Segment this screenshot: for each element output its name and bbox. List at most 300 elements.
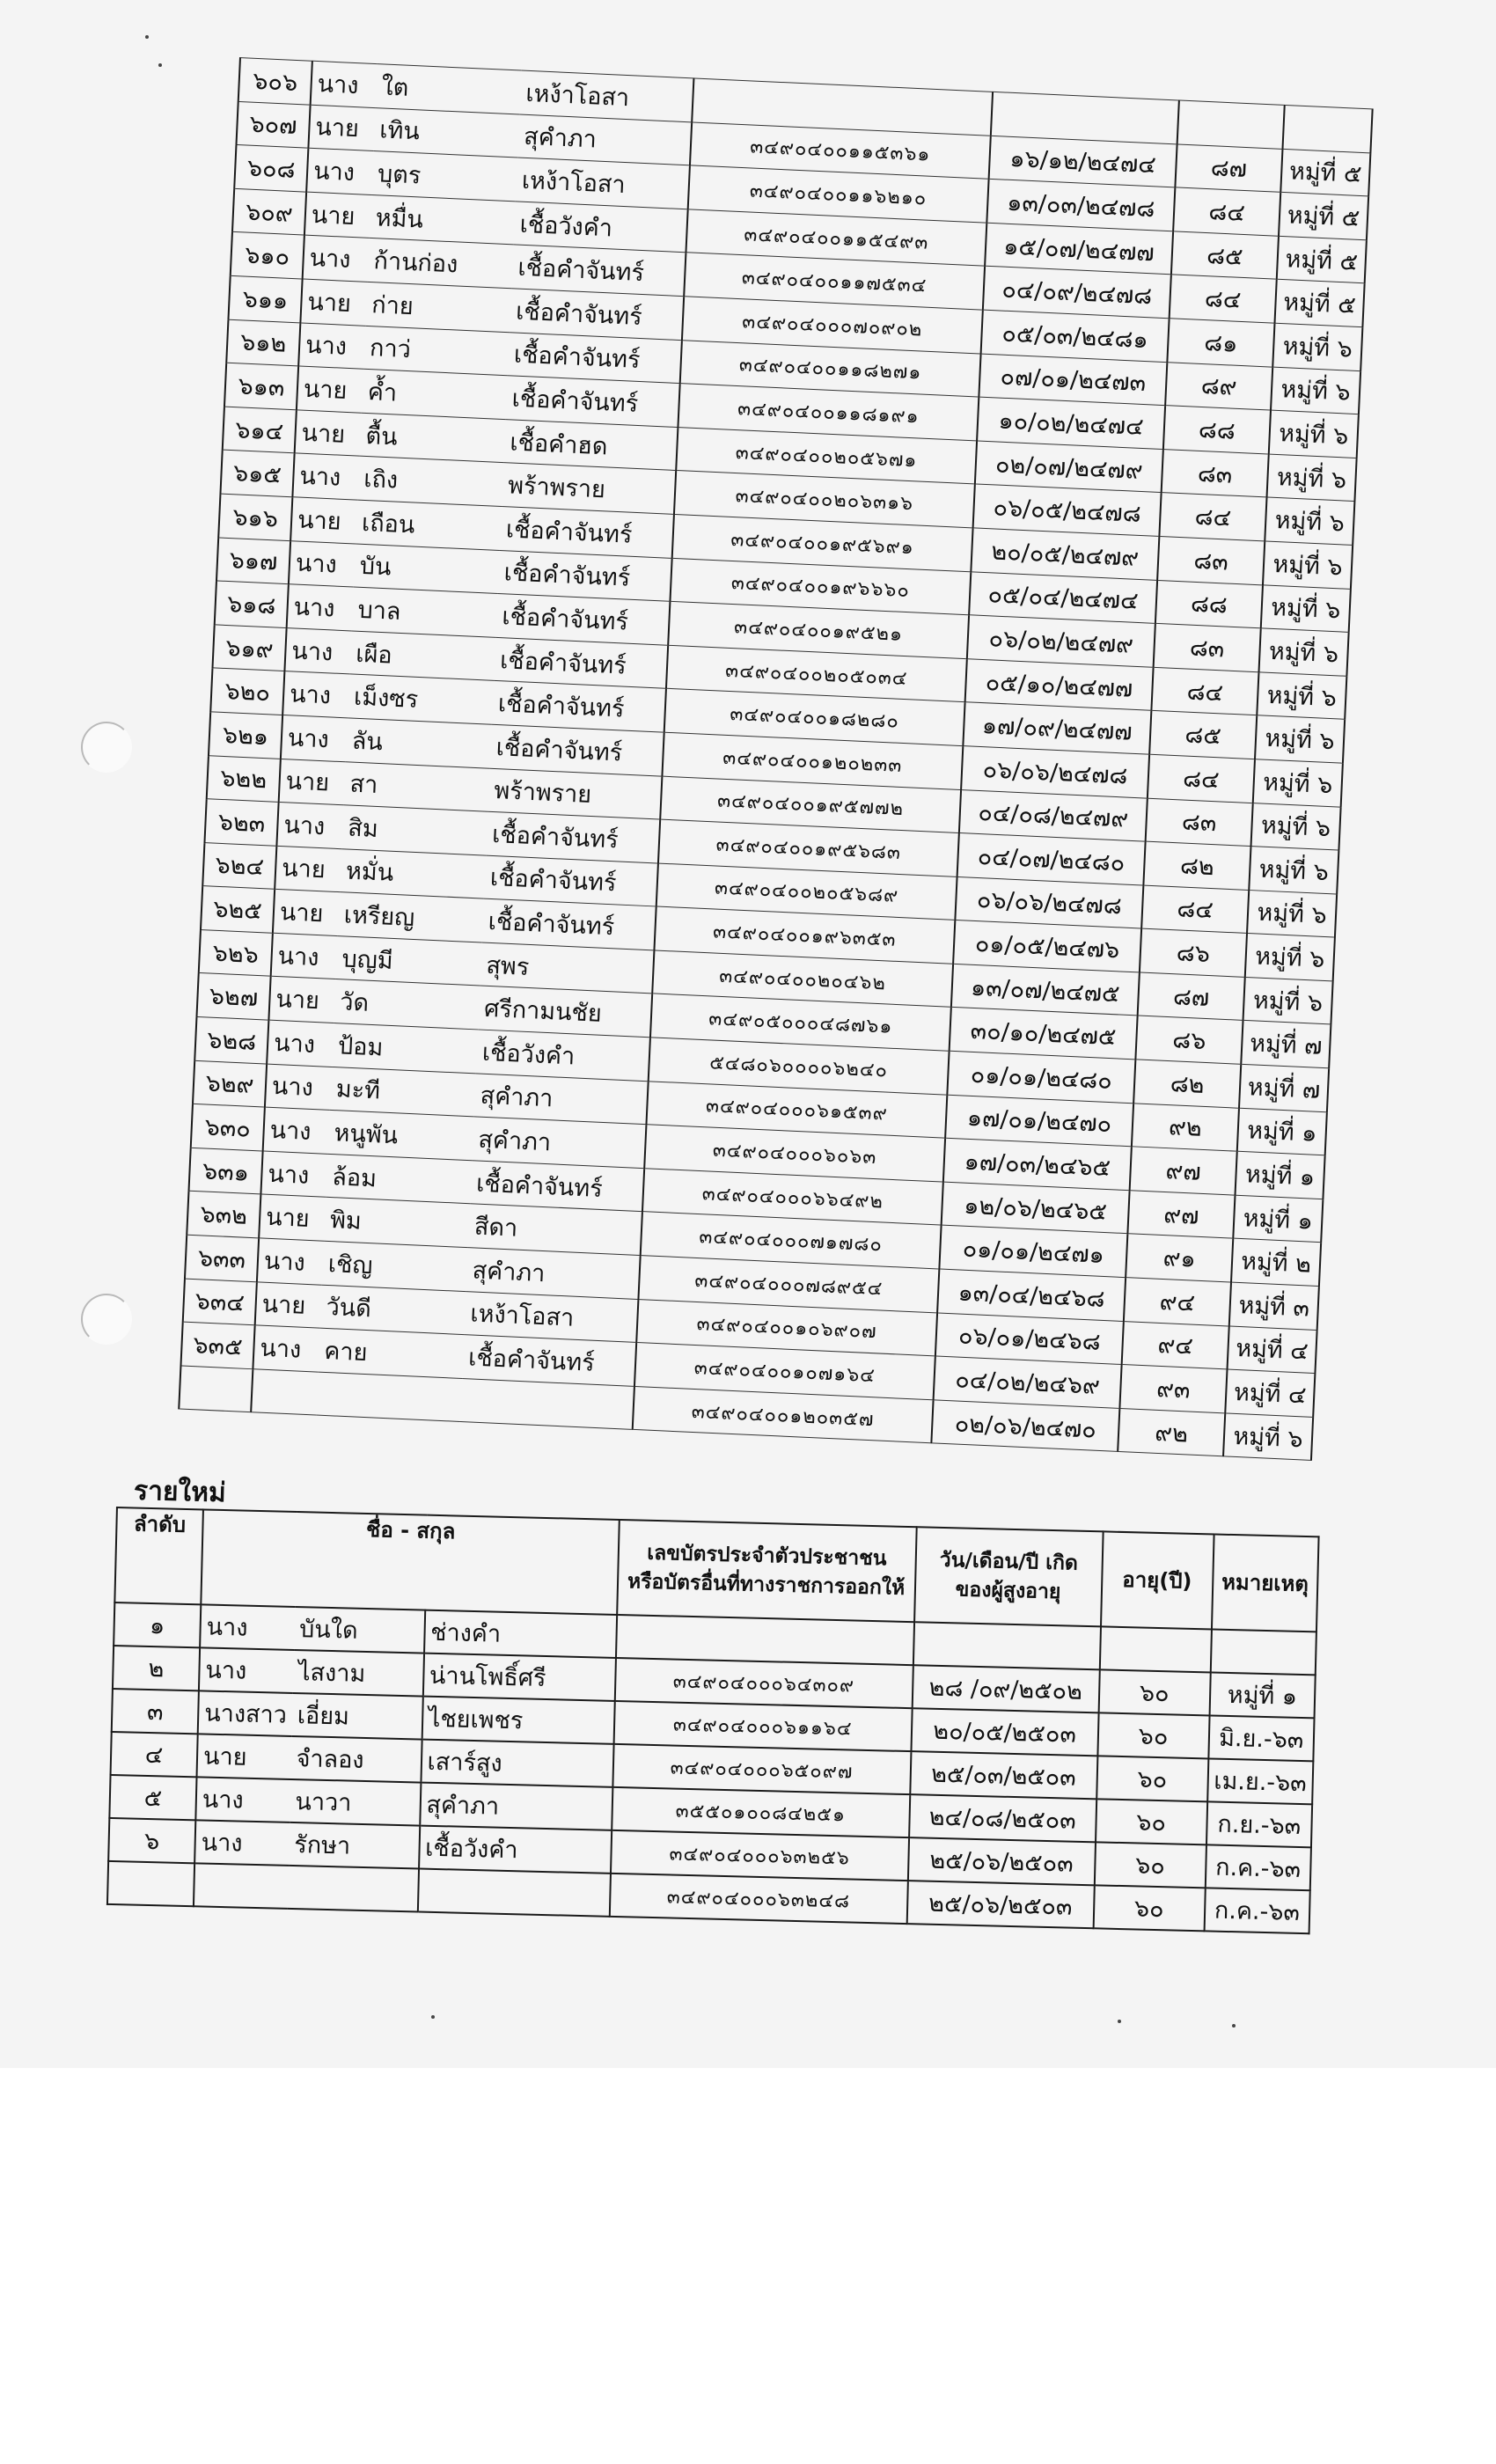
- age-cell: ๘๘: [1155, 580, 1263, 628]
- header-dob: [914, 1527, 1104, 1626]
- id-number-cell: ๓๔๙๐๔๐๐๐๗๑๗๘๐: [641, 1212, 942, 1269]
- birth-date-cell: ๐๖/๐๑/๒๔๖๘: [935, 1313, 1124, 1365]
- birth-date-cell: ๒๕/๐๓/๒๕๐๓: [910, 1751, 1097, 1799]
- elderly-list-table: [178, 57, 1373, 1461]
- last-name-cell: เชื้อคำจันทร์: [498, 550, 672, 601]
- birth-date-cell: ๑๗/๐๑/๒๔๗๐: [945, 1095, 1133, 1147]
- age-cell: ๘๗: [1138, 972, 1245, 1021]
- first-name-cell: หมื่น: [370, 194, 516, 245]
- note-cell: หมู่ที่ ๖: [1263, 541, 1353, 589]
- last-name-cell: เชื้อคำจันทร์: [510, 289, 684, 340]
- age-cell: ๖๐: [1093, 1885, 1205, 1931]
- no-cell: [179, 1366, 253, 1412]
- id-number-cell: ๓๔๙๐๔๐๐๑๐๗๑๖๔: [634, 1343, 935, 1400]
- last-name-cell: เชื้อคำจันทร์: [470, 1161, 644, 1212]
- id-number-cell: ๓๕๕๐๑๐๐๘๔๒๕๑: [612, 1787, 910, 1837]
- first-name-cell: กาว่: [363, 326, 510, 376]
- no-cell: ๖๒๖: [199, 929, 273, 976]
- birth-date-cell: ๒๕/๐๖/๒๕๐๓: [906, 1881, 1094, 1928]
- prefix-cell: นาง: [195, 1777, 290, 1822]
- prefix-cell: นาง: [311, 61, 378, 107]
- birth-date-cell: ๒๔/๐๘/๒๕๐๓: [909, 1794, 1096, 1842]
- id-number-cell: ๓๔๙๐๔๐๐๒๐๕๖๘๙: [656, 863, 957, 920]
- first-name-cell: สา: [344, 761, 490, 811]
- prefix-cell: นาง: [289, 540, 356, 587]
- no-cell: ๖๒๔: [202, 842, 276, 889]
- first-name-cell: จำลอง: [290, 1736, 422, 1783]
- first-name-cell: บาล: [352, 587, 498, 637]
- first-name-cell: ลัน: [346, 718, 492, 768]
- note-cell: ก.ค.-๖๓: [1205, 1844, 1311, 1890]
- note-cell: มิ.ย.-๖๓: [1208, 1715, 1315, 1761]
- header-id-line1: เลขบัตรประจำตัวประชาชน: [647, 1541, 887, 1571]
- last-name-cell: เชื้อคำจันทร์: [511, 245, 686, 296]
- note-cell: หมู่ที่ ๖: [1269, 410, 1359, 458]
- new-elderly-body: [107, 1602, 1316, 1933]
- no-cell: ๖๐๗: [236, 101, 310, 148]
- last-name-cell: เชื้อคำจันทร์: [500, 506, 674, 557]
- header-dob-line2: ของผู้สูงอายุ: [955, 1578, 1061, 1604]
- age-cell: ๙๑: [1126, 1234, 1233, 1282]
- prefix-cell: นาง: [292, 453, 359, 500]
- note-cell: หมู่ที่ ๖: [1257, 671, 1346, 719]
- first-name-cell: หมั่น: [340, 848, 486, 898]
- age-cell: ๖๐: [1096, 1799, 1207, 1844]
- birth-date-cell: ๐๖/๐๖/๒๔๗๘: [955, 876, 1143, 928]
- prefix-cell: นาง: [194, 1820, 290, 1866]
- prefix-cell: นาง: [298, 323, 365, 370]
- age-cell: ๙๒: [1132, 1103, 1239, 1151]
- birth-date-cell: ๐๔/๐๗/๒๔๘๐: [957, 833, 1146, 885]
- prefix-cell: นางสาว: [198, 1690, 293, 1736]
- prefix-cell: นาง: [281, 715, 348, 761]
- no-cell: ๔: [111, 1732, 198, 1777]
- age-cell: ๘๕: [1149, 711, 1257, 759]
- birth-date-cell: ๒๐/๐๕/๒๕๐๓: [911, 1708, 1098, 1756]
- last-name-cell: [417, 1869, 610, 1917]
- no-cell: ๖๑๕: [220, 450, 294, 496]
- no-cell: ๖๒๐: [210, 668, 284, 715]
- no-cell: ๖๒๙: [193, 1060, 267, 1107]
- no-cell: ๖๒๒: [207, 755, 281, 802]
- id-number-cell: ๓๔๙๐๕๐๐๐๔๘๗๖๑: [650, 994, 951, 1051]
- birth-date-cell: ๒๘ /๐๙/๒๕๐๒: [912, 1665, 1099, 1712]
- note-cell: [1210, 1629, 1316, 1675]
- prefix-cell: นาย: [255, 1281, 322, 1328]
- birth-date-cell: ๐๔/๐๒/๒๔๖๙: [934, 1356, 1122, 1408]
- first-name-cell: ใต: [376, 64, 522, 114]
- new-elderly-table: [106, 1507, 1320, 1934]
- no-cell: ๖๓๔: [183, 1279, 257, 1325]
- note-cell: หมู่ที่ ๑: [1233, 1195, 1323, 1243]
- birth-date-cell: ๐๕/๐๓/๒๔๘๑: [981, 310, 1170, 362]
- note-cell: หมู่ที่ ๖: [1247, 890, 1337, 937]
- id-number-cell: ๓๔๙๐๔๐๐๑๙๖๖๖๐: [670, 558, 971, 615]
- last-name-cell: เชื้อวังคำ: [514, 202, 688, 253]
- no-cell: ๖๒๗: [196, 973, 270, 1020]
- last-name-cell: เชื้อคำจันทร์: [490, 724, 664, 775]
- id-number-cell: ๓๔๙๐๔๐๐๐๖๑๕๓๙: [646, 1081, 947, 1138]
- age-cell: ๘๓: [1157, 536, 1265, 584]
- scan-speck: [158, 63, 162, 67]
- id-number-cell: ๓๔๙๐๔๐๐๑๐๖๙๐๗: [636, 1299, 937, 1356]
- note-cell: หมู่ที่ ๕: [1279, 193, 1368, 240]
- birth-date-cell: ๑๐/๐๒/๒๔๗๔: [977, 397, 1165, 449]
- no-cell: ๕: [109, 1775, 196, 1820]
- first-name-cell: บุตร: [371, 151, 517, 202]
- first-name-cell: นาวา: [290, 1779, 421, 1826]
- note-cell: หมู่ที่ ๗: [1241, 1021, 1331, 1068]
- note-cell: เม.ย.-๖๓: [1207, 1758, 1314, 1804]
- last-name-cell: ไชยเพชร: [422, 1697, 614, 1744]
- note-cell: หมู่ที่ ๖: [1253, 759, 1343, 807]
- age-cell: ๘๒: [1143, 841, 1250, 890]
- first-name-cell: เม็งซร: [348, 674, 494, 724]
- prefix-cell: นาง: [306, 148, 373, 194]
- note-cell: หมู่ที่ ๔: [1225, 1369, 1315, 1417]
- birth-date-cell: ๒๕/๐๖/๒๕๐๓: [907, 1837, 1095, 1885]
- first-name-cell: เถิง: [357, 457, 503, 507]
- note-cell: หมู่ที่ ๖: [1251, 803, 1341, 850]
- first-name-cell: บันใด: [294, 1607, 425, 1654]
- age-cell: ๘๓: [1162, 449, 1269, 497]
- birth-date-cell: ๑๕/๐๗/๒๔๗๗: [985, 223, 1173, 275]
- age-cell: ๙๔: [1124, 1278, 1231, 1326]
- last-name-cell: สุพร: [480, 942, 654, 994]
- last-name-cell: เชื้อคำจันทร์: [486, 811, 660, 862]
- last-name-cell: เชื้อคำฮด: [503, 419, 678, 470]
- last-name-cell: เชื้อคำจันทร์: [492, 681, 666, 732]
- no-cell: ๖๒๕: [201, 886, 275, 933]
- age-cell: ๖๐: [1096, 1756, 1208, 1801]
- no-cell: [107, 1861, 194, 1906]
- id-number-cell: ๓๔๙๐๔๐๐๑๒๐๒๓๓: [662, 732, 963, 789]
- id-number-cell: ๓๔๙๐๔๐๐๐๖๔๓๐๙: [614, 1658, 913, 1708]
- note-cell: หมู่ที่ ๕: [1277, 236, 1367, 283]
- id-number-cell: ๓๔๙๐๔๐๐๒๐๔๖๒: [652, 950, 953, 1008]
- age-cell: ๖๐: [1098, 1669, 1210, 1715]
- no-cell: ๖๑๓: [224, 363, 298, 409]
- no-cell: ๖๐๘: [234, 145, 308, 192]
- last-name-cell: เชื้อคำจันทร์: [484, 855, 658, 906]
- id-number-cell: [616, 1615, 914, 1665]
- no-cell: ๖๑๖: [218, 494, 292, 540]
- no-cell: ๖๑๑: [228, 275, 302, 322]
- note-cell: [1283, 105, 1373, 152]
- birth-date-cell: ๐๒/๐๖/๒๔๗๐: [931, 1400, 1119, 1452]
- id-number-cell: ๓๔๙๐๔๐๐๐๖๑๑๖๔: [613, 1701, 912, 1751]
- note-cell: หมู่ที่ ๔: [1228, 1326, 1317, 1374]
- id-number-cell: ๓๔๙๐๔๐๐๑๘๒๘๐: [664, 689, 965, 746]
- last-name-cell: เหง้าโอสา: [516, 158, 690, 209]
- last-name-cell: เชื้อคำจันทร์: [494, 637, 668, 688]
- no-cell: ๖๒๑: [209, 712, 282, 759]
- id-number-cell: ๓๔๙๐๔๐๐๐๖๕๐๙๗: [612, 1744, 911, 1794]
- age-cell: ๖๐: [1097, 1712, 1209, 1758]
- last-name-cell: ช่างคำ: [424, 1610, 617, 1658]
- prefix-cell: นาย: [300, 279, 367, 326]
- last-name-cell: ศรีกามนชัย: [478, 986, 652, 1037]
- prefix-cell: นาง: [282, 671, 349, 718]
- last-name-cell: สุคำภา: [466, 1248, 641, 1299]
- note-cell: ก.ย.-๖๓: [1206, 1801, 1313, 1847]
- birth-date-cell: ๑๓/๐๓/๒๔๗๘: [986, 179, 1175, 231]
- birth-date-cell: ๐๑/๐๑/๒๔๗๑: [939, 1225, 1127, 1277]
- prefix-cell: นาย: [273, 890, 340, 936]
- birth-date-cell: ๐๔/๐๙/๒๔๗๘: [983, 267, 1171, 319]
- no-cell: ๖๑๘: [215, 581, 289, 627]
- no-cell: ๖๓๒: [187, 1192, 260, 1238]
- first-name-cell: บุญมี: [336, 935, 482, 986]
- header-id-line2: หรือบัตรอื่นที่ทางราชการออกให้: [627, 1570, 906, 1600]
- punch-hole: [81, 722, 132, 773]
- id-number-cell: ๓๔๙๐๔๐๐๑๒๐๓๕๗: [633, 1386, 934, 1443]
- first-name-cell: สิม: [341, 805, 488, 855]
- no-cell: ๖๑๔: [223, 407, 297, 453]
- age-cell: ๖๐: [1094, 1842, 1206, 1888]
- last-name-cell: [460, 1378, 634, 1429]
- birth-date-cell: ๐๖/๐๕/๒๔๗๘: [973, 484, 1162, 536]
- prefix-cell: นาย: [279, 759, 346, 805]
- id-number-cell: ๓๔๙๐๔๐๐๐๖๓๒๔๘: [609, 1874, 907, 1924]
- note-cell: หมู่ที่ ๖: [1267, 454, 1357, 502]
- prefix-cell: นาง: [253, 1325, 319, 1372]
- prefix-cell: นาย: [290, 497, 357, 544]
- note-cell: หมู่ที่ ๖: [1261, 584, 1351, 632]
- no-cell: ๖๑๒: [226, 319, 300, 366]
- prefix-cell: นาง: [271, 933, 338, 979]
- prefix-cell: นาง: [199, 1647, 294, 1693]
- age-cell: ๙๓: [1119, 1365, 1227, 1413]
- last-name-cell: สุคำภา: [472, 1117, 646, 1168]
- note-cell: ก.ค.-๖๓: [1204, 1888, 1310, 1933]
- age-cell: ๙๒: [1118, 1408, 1225, 1456]
- last-name-cell: เชื้อคำจันทร์: [462, 1335, 636, 1386]
- note-cell: หมู่ที่ ๖: [1265, 497, 1354, 545]
- id-number-cell: ๓๔๙๐๔๐๐๐๖๖๔๙๒: [642, 1169, 943, 1226]
- last-name-cell: พร้าพราย: [488, 768, 662, 819]
- id-number-cell: ๓๔๙๐๔๐๐๐๗๘๙๕๔: [638, 1256, 939, 1313]
- age-cell: ๘๓: [1154, 624, 1261, 672]
- first-name-cell: ค้ำ: [362, 369, 508, 419]
- last-name-cell: สีดา: [468, 1204, 642, 1255]
- last-name-cell: เชื้อวังคำ: [476, 1030, 650, 1081]
- id-number-cell: ๓๔๙๐๔๐๐๑๑๕๔๙๓: [686, 209, 986, 267]
- last-name-cell: เชื้อคำจันทร์: [495, 594, 670, 645]
- id-number-cell: ๓๔๙๐๔๐๐๑๑๖๒๑๐: [688, 165, 989, 223]
- age-cell: ๙๗: [1130, 1147, 1237, 1195]
- age-cell: ๘๖: [1135, 1016, 1243, 1064]
- first-name-cell: [316, 1372, 462, 1422]
- first-name-cell: คาย: [318, 1328, 464, 1378]
- id-number-cell: ๕๔๘๐๖๐๐๐๐๖๒๔๐: [649, 1038, 950, 1095]
- header-name: ชื่อ - สกุล: [201, 1509, 619, 1615]
- age-cell: ๘๕: [1171, 231, 1279, 280]
- first-name-cell: ไสงาม: [292, 1650, 423, 1697]
- first-name-cell: [288, 1866, 419, 1912]
- last-name-cell: พร้าพราย: [502, 463, 676, 514]
- first-name-cell: ตื้น: [360, 413, 506, 463]
- prefix-cell: นาง: [263, 1107, 330, 1154]
- no-cell: ๖๑๙: [212, 625, 286, 671]
- no-cell: ๓: [112, 1689, 199, 1734]
- id-number-cell: ๓๔๙๐๔๐๐๑๙๕๒๑: [668, 601, 969, 658]
- age-cell: ๙๗: [1127, 1191, 1235, 1239]
- prefix-cell: นาง: [303, 235, 370, 282]
- scan-speck: [1118, 2020, 1121, 2023]
- scan-speck: [431, 2015, 435, 2019]
- first-name-cell: เอี่ยม: [291, 1693, 422, 1740]
- no-cell: ๖๓๑: [188, 1148, 262, 1194]
- first-name-cell: วันดี: [320, 1285, 466, 1335]
- id-number-cell: ๓๔๙๐๔๐๐๑๑๕๓๖๑: [690, 121, 991, 179]
- note-cell: หมู่ที่ ๗: [1239, 1064, 1329, 1111]
- first-name-cell: ก้านก่อง: [368, 238, 514, 289]
- no-cell: ๖๒๓: [204, 799, 278, 846]
- last-name-cell: น่านโพธิ์ศรี: [422, 1654, 615, 1701]
- birth-date-cell: ๐๔/๐๘/๒๔๗๙: [959, 789, 1148, 841]
- elderly-list-body: [179, 58, 1372, 1461]
- age-cell: [1099, 1626, 1211, 1672]
- prefix-cell: นาย: [275, 846, 341, 892]
- no-cell: ๖๓๐: [191, 1104, 265, 1151]
- age-cell: ๙๔: [1122, 1321, 1229, 1369]
- no-cell: ๖๐๙: [232, 188, 306, 235]
- prefix-cell: นาย: [304, 192, 371, 238]
- last-name-cell: เชื้อคำจันทร์: [506, 376, 680, 427]
- age-cell: ๘๑: [1167, 319, 1274, 367]
- age-cell: ๘๔: [1141, 885, 1249, 934]
- age-cell: ๘๖: [1140, 928, 1247, 977]
- id-number-cell: ๓๔๙๐๔๐๐๑๙๕๖๘๓: [658, 819, 959, 876]
- header-note: หมายเหตุ: [1212, 1534, 1319, 1632]
- last-name-cell: เสาร์สูง: [421, 1740, 613, 1787]
- note-cell: หมู่ที่ ๒: [1231, 1239, 1321, 1287]
- id-number-cell: ๓๔๙๐๔๐๐๒๐๕๖๗๑: [676, 427, 977, 484]
- age-cell: ๘๔: [1159, 493, 1266, 541]
- note-cell: หมู่ที่ ๖: [1245, 934, 1335, 981]
- note-cell: หมู่ที่ ๖: [1255, 715, 1345, 763]
- id-number-cell: ๓๔๙๐๔๐๐๒๐๕๐๓๔: [666, 645, 967, 702]
- no-cell: ๖๓๓: [185, 1235, 259, 1281]
- prefix-cell: นาง: [276, 802, 343, 848]
- prefix-cell: [194, 1863, 289, 1909]
- age-cell: ๘๒: [1133, 1060, 1241, 1108]
- no-cell: ๖๑๐: [231, 232, 304, 279]
- first-name-cell: ล้อม: [326, 1154, 472, 1204]
- header-age: อายุ(ปี): [1101, 1531, 1214, 1629]
- id-number-cell: ๓๔๙๐๔๐๐๐๖๓๒๕๖: [611, 1830, 909, 1881]
- header-no: ลำดับ: [114, 1507, 203, 1604]
- note-cell: หมู่ที่ ๓: [1229, 1282, 1319, 1330]
- note-cell: หมู่ที่ ๖: [1223, 1413, 1313, 1461]
- new-section-title: รายใหม่: [133, 1475, 227, 1509]
- id-number-cell: ๓๔๙๐๔๐๐๑๑๘๑๙๑: [678, 384, 979, 441]
- age-cell: ๘๘: [1163, 406, 1271, 454]
- birth-date-cell: ๐๖/๐๖/๒๔๗๘: [961, 746, 1149, 798]
- no-cell: ๖๑๗: [216, 538, 290, 584]
- birth-date-cell: ๐๕/๑๐/๒๔๗๗: [965, 658, 1154, 710]
- header-dob-line1: วัน/เดือน/ปี เกิด: [939, 1548, 1079, 1575]
- note-cell: หมู่ที่ ๕: [1275, 280, 1365, 327]
- id-number-cell: ๓๔๙๐๔๐๐๑๙๖๓๕๓: [654, 906, 955, 964]
- no-cell: ๖๐๖: [238, 58, 312, 105]
- birth-date-cell: ๑๗/๐๙/๒๔๗๗: [963, 702, 1151, 754]
- first-name-cell: บัน: [354, 544, 500, 594]
- first-name-cell: เหรียญ: [338, 892, 484, 942]
- id-number-cell: ๓๔๙๐๔๐๐๒๐๖๓๑๖: [674, 471, 975, 528]
- birth-date-cell: ๐๖/๐๒/๒๔๗๙: [967, 615, 1155, 667]
- first-name-cell: รักษา: [289, 1822, 420, 1869]
- prefix-cell: นาง: [267, 1020, 334, 1067]
- last-name-cell: สุคำภา: [474, 1074, 649, 1125]
- id-number-cell: ๓๔๙๐๔๐๐๑๙๕๖๙๑: [672, 514, 973, 571]
- prefix-cell: นาย: [297, 366, 363, 413]
- prefix-cell: นาย: [268, 977, 335, 1023]
- age-cell: ๘๔: [1173, 187, 1280, 236]
- id-number-cell: ๓๔๙๐๔๐๐๑๑๘๒๗๑: [680, 340, 981, 397]
- birth-date-cell: ๐๑/๐๕/๒๔๗๖: [953, 920, 1141, 972]
- birth-date-cell: ๑๖/๑๒/๒๔๗๔: [989, 136, 1177, 187]
- birth-date-cell: ๐๑/๐๑/๒๔๘๐: [947, 1051, 1135, 1103]
- id-number-cell: ๓๔๙๐๔๐๐๑๙๕๗๗๒: [660, 776, 961, 833]
- prefix-cell: นาย: [259, 1194, 326, 1241]
- first-name-cell: พิม: [324, 1198, 470, 1248]
- id-number-cell: ๓๔๙๐๔๐๐๐๖๐๖๓: [644, 1125, 945, 1182]
- first-name-cell: เทิน: [373, 107, 519, 158]
- no-cell: ๖๒๘: [194, 1016, 268, 1063]
- birth-date-cell: ๑๒/๐๖/๒๔๖๕: [942, 1182, 1130, 1234]
- first-name-cell: วัด: [334, 979, 480, 1030]
- first-name-cell: ก่าย: [365, 282, 511, 332]
- first-name-cell: มะที: [330, 1067, 476, 1117]
- first-name-cell: เผือ: [349, 631, 495, 681]
- no-cell: ๖: [108, 1818, 195, 1863]
- note-cell: หมู่ที่ ๖: [1243, 977, 1333, 1024]
- age-cell: ๘๓: [1146, 798, 1253, 847]
- note-cell: หมู่ที่ ๖: [1271, 367, 1360, 414]
- birth-date-cell: ๑๓/๐๗/๒๔๗๕: [951, 964, 1140, 1016]
- prefix-cell: นาง: [287, 584, 354, 631]
- note-cell: หมู่ที่ ๕: [1280, 149, 1370, 196]
- age-cell: ๘๔: [1170, 275, 1277, 323]
- prefix-cell: นาง: [257, 1238, 324, 1285]
- age-cell: ๘๔: [1148, 754, 1255, 803]
- first-name-cell: เถือน: [356, 500, 502, 550]
- birth-date-cell: ๑๗/๐๓/๒๔๖๕: [943, 1138, 1132, 1190]
- no-cell: ๖๓๕: [180, 1322, 254, 1368]
- birth-date-cell: ๑๓/๐๔/๒๔๖๘: [937, 1269, 1126, 1321]
- prefix-cell: นาย: [197, 1734, 292, 1779]
- note-cell: หมู่ที่ ๑: [1237, 1108, 1327, 1155]
- id-number-cell: ๓๔๙๐๔๐๐๑๑๗๕๓๔: [684, 253, 985, 310]
- last-name-cell: เชื้อวังคำ: [419, 1826, 612, 1874]
- birth-date-cell: [913, 1622, 1100, 1669]
- note-cell: หมู่ที่ ๑: [1209, 1672, 1316, 1718]
- prefix-cell: นาง: [284, 627, 351, 674]
- first-name-cell: เชิญ: [322, 1241, 468, 1291]
- prefix-cell: นาย: [295, 410, 362, 457]
- age-cell: [1177, 100, 1285, 149]
- id-number-cell: ๓๔๙๐๔๐๐๐๗๐๙๐๒: [682, 297, 983, 354]
- birth-date-cell: ๐๕/๐๔/๒๔๗๔: [969, 571, 1157, 623]
- scan-speck: [1232, 2024, 1236, 2028]
- prefix-cell: นาง: [265, 1064, 332, 1111]
- age-cell: ๘๔: [1151, 667, 1258, 715]
- birth-date-cell: ๓๐/๑๐/๒๔๗๕: [950, 1008, 1138, 1060]
- no-cell: ๑: [114, 1602, 201, 1647]
- first-name-cell: หนูพัน: [328, 1111, 474, 1161]
